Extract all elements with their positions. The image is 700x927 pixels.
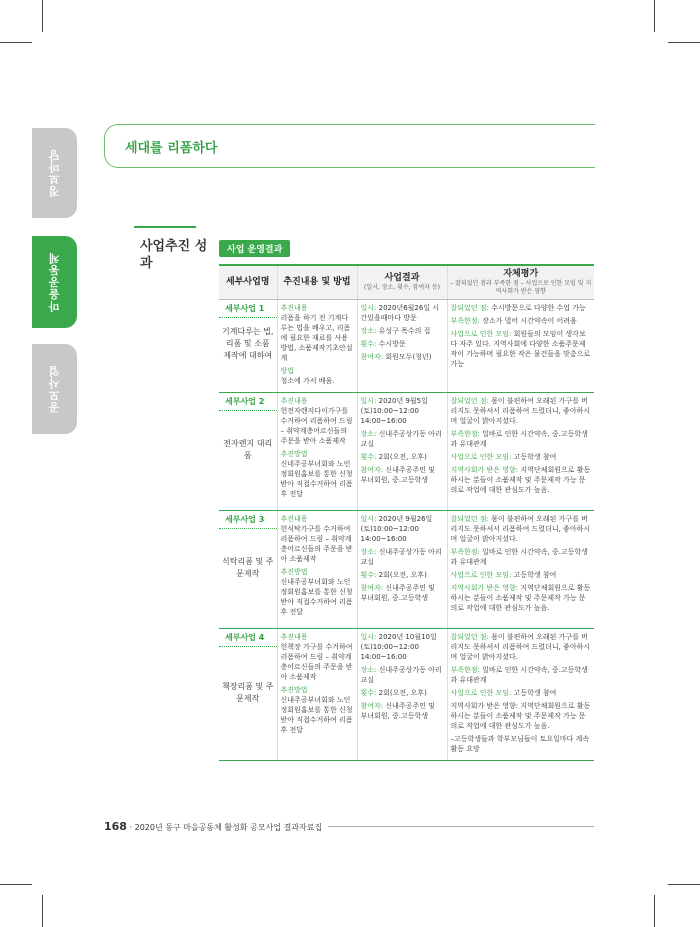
entry-text: 2020년 9월5일 (토)10:00~12:00 14:00~16:00 bbox=[360, 397, 428, 425]
entry-text: 리폼을 하기 전 기계다루는 법을 배우고, 리폼에 필요한 재료를 사용방법, 소품제작기초안설계 bbox=[280, 314, 353, 362]
entry-label: 추진내용 bbox=[280, 304, 308, 312]
business-cell bbox=[219, 393, 277, 511]
entry-text: 2020년 9월26일 (토)10:00~12:00 14:00~16:00 bbox=[360, 515, 433, 543]
eval-entry bbox=[451, 316, 592, 326]
col-header-content: 추진내용 및 방법 bbox=[277, 265, 357, 300]
section-divider bbox=[134, 226, 196, 228]
page-number: 168 bbox=[104, 820, 127, 833]
eval-entry bbox=[451, 514, 592, 544]
col-header-result: 사업결과 (일시, 장소, 횟수, 참여자 등) bbox=[357, 265, 447, 300]
entry-text: 지역단체회원으로 활동하시는 분들이 소품제작 및 주문제작 가능 문의로 작업에 대한 관심도가 높음. bbox=[450, 584, 591, 612]
entry-text: 신내주공상가동 아리교실 bbox=[360, 548, 442, 566]
result-entry bbox=[361, 701, 444, 721]
eval-entry bbox=[451, 465, 592, 495]
entry-text: 신네주공부녀회와 노인정회원홈보를 통한 신청받아 직접수거하여 리폼 후 전달 bbox=[280, 460, 353, 498]
content-entry bbox=[281, 449, 354, 499]
business-name: 기계다루는 법, 리폼 및 소품 제작에 대하여 bbox=[222, 327, 274, 360]
content-entry bbox=[281, 366, 354, 386]
entry-text: 헌책장 가구를 수거하여 리폼하여 드림 – 취약계층어르신들의 주문을 받아 소품제작 bbox=[280, 643, 353, 681]
entry-text: 몸이 불편하여 오래된 가구를 버리지도 못하셔서 리폼하여 드렸더니, 좋아하시며 얼굴이 밝아지셨다. bbox=[450, 515, 591, 543]
entry-text: 헌식탁가구를 수거하여 리폼하여 드림 – 취약계층어르신들의 주문을 받아 소품제작 bbox=[280, 525, 353, 563]
result-cell bbox=[357, 629, 447, 761]
entry-label: 지역사회가 받은 영향: bbox=[450, 466, 519, 474]
entry-label: 방법 bbox=[280, 367, 295, 375]
entry-text: 신내주공상가동 아리교실 bbox=[360, 666, 442, 684]
result-entry bbox=[361, 688, 444, 698]
entry-text: 신내주공주민 및 부녀회원, 중.고등학생 bbox=[360, 584, 435, 602]
result-entry bbox=[361, 465, 444, 485]
result-entry bbox=[361, 570, 444, 580]
eval-entry bbox=[451, 701, 592, 731]
eval-cell bbox=[447, 393, 594, 511]
content-cell bbox=[277, 393, 357, 511]
entry-text: 신내주공부녀회와 노인정회원홈보를 통한 신청받아 직접수거하여 리폼 후 전달 bbox=[280, 696, 353, 734]
entry-label: 추진방법 bbox=[280, 450, 308, 458]
entry-label: 참여자: bbox=[360, 702, 384, 710]
entry-text: 몸이 불편하여 오래된 가구를 버리지도 못하셔서 리폼하여 드렸더니, 좋아하시며 얼굴이 밝아지셨다. bbox=[450, 397, 591, 425]
entry-text: 신내주공주민 및 부녀회원, 중.고등학생 bbox=[360, 702, 435, 720]
entry-text: 2회(오전, 오후) bbox=[378, 453, 427, 461]
eval-entry bbox=[451, 734, 592, 754]
crop-mark bbox=[0, 42, 32, 43]
eval-entry bbox=[451, 329, 592, 369]
table-row bbox=[219, 511, 594, 629]
entry-text: 회원모두(청년) bbox=[385, 353, 432, 361]
content-entry bbox=[281, 685, 354, 735]
crop-mark bbox=[668, 42, 700, 43]
entry-text: 일바로 인한 시간약속, 중.고등학생과 유대관계 bbox=[450, 430, 588, 448]
crop-mark bbox=[42, 895, 43, 927]
eval-entry bbox=[451, 665, 592, 685]
side-tab-label: 마을공동체 bbox=[47, 252, 61, 312]
result-entry bbox=[361, 326, 444, 336]
business-cell bbox=[219, 300, 277, 393]
content-entry bbox=[281, 396, 354, 446]
section-title: 사업추진 성과 bbox=[140, 239, 208, 271]
entry-text: 신내주공주민 및 부녀회원, 중.고등학생 bbox=[360, 466, 435, 484]
result-entry bbox=[361, 547, 444, 567]
eval-cell bbox=[447, 629, 594, 761]
result-entry bbox=[361, 303, 444, 323]
entry-label: 잘되었던 점: bbox=[450, 515, 489, 523]
content-entry bbox=[281, 303, 354, 363]
eval-entry bbox=[451, 632, 592, 662]
entry-text: 지역단체회원으로 활동하시는 분들이 소품제작 및 주문제작 가능 문의로 작업에 대한 관심도가 높음. bbox=[450, 466, 591, 494]
entry-text: 고등학생 참여 bbox=[513, 689, 557, 697]
entry-text: 헌전자렌지다이가구를 수거하여 리폼하여 드림 – 취약계층어르신들의 주문을 받아 소품제작 bbox=[280, 407, 353, 445]
entry-label: 장소: bbox=[360, 548, 377, 556]
side-tab-contest[interactable] bbox=[32, 344, 77, 434]
footer-separator: · bbox=[129, 823, 135, 832]
entry-label: 장소: bbox=[360, 666, 377, 674]
results-table bbox=[219, 264, 594, 761]
footer-text: 2020년 동구 마을공동체 활성화 공모사업 결과자료집 bbox=[134, 823, 323, 832]
page-footer bbox=[104, 820, 328, 833]
entry-label: 잘되었던 점: bbox=[450, 397, 489, 405]
entry-label: 일시: bbox=[360, 397, 377, 405]
business-cell bbox=[219, 511, 277, 629]
entry-text: 신내주공부녀회와 노인정회원홈보를 통한 신청받아 직접수거하여 리폼 후 전달 bbox=[280, 578, 353, 616]
crop-mark bbox=[654, 895, 655, 927]
content-entry bbox=[281, 632, 354, 682]
entry-text: 수시방문 bbox=[378, 340, 406, 348]
crop-mark bbox=[654, 0, 655, 32]
entry-text: –고등학생들과 학부모님들이 토요일마다 계속 활동 요망 bbox=[450, 735, 590, 753]
entry-label: 횟수: bbox=[360, 571, 377, 579]
entry-label: 횟수: bbox=[360, 453, 377, 461]
entry-label: 일시: bbox=[360, 515, 377, 523]
entry-text: 몸이 불편하여 오래된 가구를 버리지도 못하셔서 리폼하여 드렸더니, 좋아하시며 얼굴이 밝아지셨다. bbox=[450, 633, 591, 661]
entry-label: 부족한점: bbox=[450, 317, 480, 325]
entry-text: 신내주공상가동 아리교실 bbox=[360, 430, 442, 448]
entry-label: 참여자: bbox=[360, 353, 384, 361]
entry-text: 고등학생 참여 bbox=[513, 453, 557, 461]
entry-label: 일시: bbox=[360, 304, 377, 312]
entry-label: 참여자: bbox=[360, 584, 384, 592]
content-cell bbox=[277, 300, 357, 393]
eval-entry bbox=[451, 396, 592, 426]
entry-label: 부족한점: bbox=[450, 666, 480, 674]
entry-label: 추진내용 bbox=[280, 397, 308, 405]
result-entry bbox=[361, 396, 444, 426]
content-entry bbox=[281, 514, 354, 564]
table-row bbox=[219, 300, 594, 393]
entry-label: 지역사회가 받은 영향: bbox=[450, 584, 519, 592]
result-entry bbox=[361, 583, 444, 603]
crop-mark bbox=[668, 884, 700, 885]
entry-label: 부족한점: bbox=[450, 430, 480, 438]
content-cell bbox=[277, 629, 357, 761]
entry-label: 잘되었던 점: bbox=[450, 304, 489, 312]
entry-text: 장소가 멀어 시간약속이 어려움 bbox=[482, 317, 577, 325]
section-pill: 사업 운영결과 bbox=[219, 240, 290, 257]
eval-entry bbox=[451, 688, 592, 698]
business-name: 식탁리폼 및 주문제작 bbox=[222, 557, 274, 578]
entry-label: 사업으로 인한 모임: bbox=[450, 571, 512, 579]
col-header-eval: 자체평가 – 잘되었던 점과 부족한 점 – 사업으로 인한 모임 및 지역사회가 받은 영향 bbox=[447, 265, 594, 300]
result-cell bbox=[357, 300, 447, 393]
entry-label: 부족한점: bbox=[450, 548, 480, 556]
table-row bbox=[219, 393, 594, 511]
business-number: 세부사업 3 bbox=[219, 511, 277, 529]
entry-text: 일바로 인한 시간약속, 중.고등학생과 유대관계 bbox=[450, 548, 588, 566]
result-entry bbox=[361, 632, 444, 662]
col-header-business: 세부사업명 bbox=[219, 265, 277, 300]
eval-entry bbox=[451, 583, 592, 613]
chapter-header bbox=[104, 124, 595, 168]
entry-label: 장소: bbox=[360, 327, 377, 335]
entry-text: 2020년6월26일 시간있을때마다 방문 bbox=[360, 304, 440, 322]
entry-text: 유성구 목수의 집 bbox=[378, 327, 431, 335]
eval-entry bbox=[451, 429, 592, 449]
business-number: 세부사업 4 bbox=[219, 629, 277, 647]
eval-entry bbox=[451, 303, 592, 313]
table-row bbox=[219, 629, 594, 761]
business-number: 세부사업 2 bbox=[219, 393, 277, 411]
table-header-row bbox=[219, 265, 594, 300]
result-cell bbox=[357, 393, 447, 511]
entry-label: 참여자: bbox=[360, 466, 384, 474]
entry-label: 추진방법 bbox=[280, 686, 308, 694]
crop-mark bbox=[0, 884, 32, 885]
content-cell bbox=[277, 511, 357, 629]
entry-text: 2020년 10월10일 (토)10:00~12:00 14:00~16:00 bbox=[360, 633, 437, 661]
result-entry bbox=[361, 514, 444, 544]
entry-label: 추진내용 bbox=[280, 633, 308, 641]
entry-label: 사업으로 인한 모임: bbox=[450, 453, 512, 461]
entry-text: 회원들의 모임이 생각보다 자주 있다. 지역사회에 다양한 소품주문제작이 가능하며 필요한 작은 물건들을 맞춤으로 가능 bbox=[450, 330, 591, 368]
entry-label: 추진방법 bbox=[280, 568, 308, 576]
eval-entry bbox=[451, 452, 592, 462]
side-tab-label: 공모사업 bbox=[47, 365, 61, 413]
eval-cell bbox=[447, 511, 594, 629]
entry-label: 사업으로 인한 모임: bbox=[450, 330, 512, 338]
entry-label: 일시: bbox=[360, 633, 377, 641]
entry-text: 고등학생 참여 bbox=[513, 571, 557, 579]
entry-text: 수시방문으로 다양한 수업 가능 bbox=[491, 304, 586, 312]
crop-mark bbox=[42, 0, 43, 32]
eval-entry bbox=[451, 547, 592, 567]
business-name: 전자렌지 대리폼 bbox=[223, 439, 273, 460]
entry-text: 청소에 가서 배움. bbox=[280, 377, 335, 385]
entry-text: 2회(오전, 오후) bbox=[378, 689, 427, 697]
eval-cell bbox=[447, 300, 594, 393]
result-entry bbox=[361, 339, 444, 349]
entry-label: 횟수: bbox=[360, 689, 377, 697]
result-entry bbox=[361, 429, 444, 449]
side-tab-community[interactable] bbox=[32, 236, 77, 328]
entry-label: 사업으로 인한 모임: bbox=[450, 689, 512, 697]
result-cell bbox=[357, 511, 447, 629]
entry-label: 추진내용 bbox=[280, 515, 308, 523]
entry-label: 횟수: bbox=[360, 340, 377, 348]
business-name: 책장리폼 및 주문제작 bbox=[222, 682, 274, 703]
result-entry bbox=[361, 665, 444, 685]
chapter-title: 세대를 리폼하다 bbox=[125, 141, 218, 156]
entry-text: 지역사회가 받은 영향: 지역단체회원으로 활동하시는 분들이 소품제작 및 주문제작 가능 문의로 작업에 대한 관심도가 높음. bbox=[450, 702, 591, 730]
entry-label: 장소: bbox=[360, 430, 377, 438]
result-entry bbox=[361, 352, 444, 362]
entry-label: 잘되었던 점: bbox=[450, 633, 489, 641]
entry-text: 2회(오전, 오후) bbox=[378, 571, 427, 579]
business-number: 세부사업 1 bbox=[219, 300, 277, 318]
business-cell bbox=[219, 629, 277, 761]
side-tab-info[interactable] bbox=[32, 128, 77, 218]
side-tab-label: 정보마당 bbox=[47, 149, 61, 197]
eval-entry bbox=[451, 570, 592, 580]
entry-text: 일바로 인한 시간약속, 중.고등학생과 유대관계 bbox=[450, 666, 588, 684]
result-entry bbox=[361, 452, 444, 462]
content-entry bbox=[281, 567, 354, 617]
